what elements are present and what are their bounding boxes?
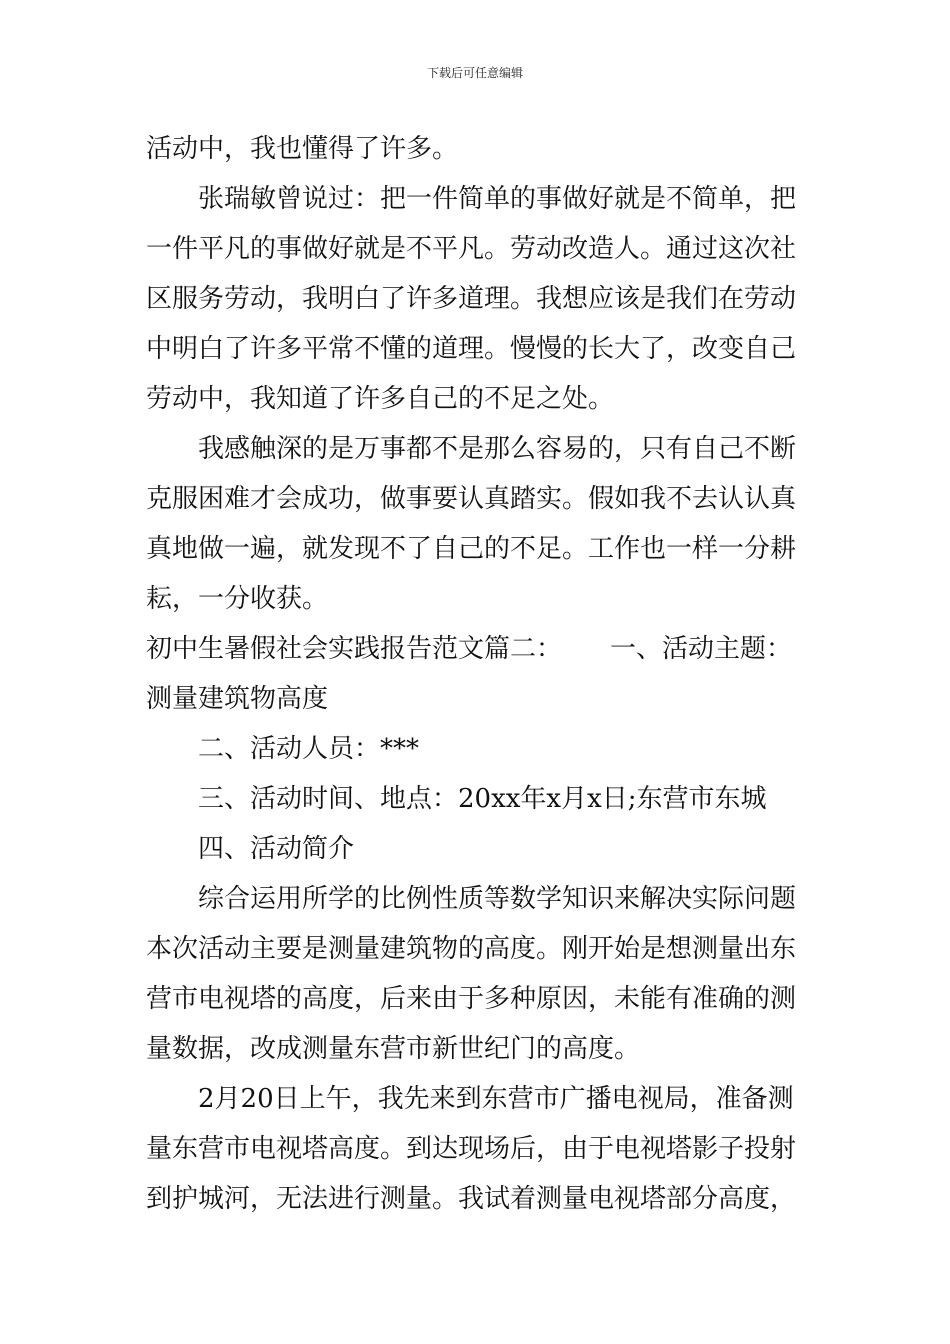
paragraph-start-line: 综合运用所学的比例性质等数学知识来解决实际问题 xyxy=(198,884,797,914)
page-header: 下载后可任意编辑 xyxy=(426,66,523,80)
paragraph-start-line: 张瑞敏曾说过：把一件简单的事做好就是不简单，把 xyxy=(198,184,797,214)
text-line: 克服困难才会成功，做事要认真踏实。假如我不去认认真 xyxy=(146,484,797,514)
text-line: 一件平凡的事做好就是不平凡。劳动改造人。通过这次社 xyxy=(146,234,797,264)
text-line: 耘，一分收获。 xyxy=(146,584,329,614)
activity-intro-heading: 四、活动简介 xyxy=(198,834,355,864)
text-line: 中明白了许多平常不懂的道理。慢慢的长大了，改变自己 xyxy=(146,334,797,364)
text-line: 劳动中，我知道了许多自己的不足之处。 xyxy=(146,384,615,414)
document-body xyxy=(146,124,816,1224)
activity-theme-label: 一、活动主题： xyxy=(610,634,793,664)
activity-theme-value: 测量建筑物高度 xyxy=(146,684,329,714)
text-line: 量数据，改成测量东营市新世纪门的高度。 xyxy=(146,1034,641,1064)
text-line: 活动中，我也懂得了许多。 xyxy=(146,134,459,164)
activity-people: 二、活动人员：*** xyxy=(198,734,420,764)
activity-time-place: 三、活动时间、地点：20xx年x月x日;东营市东城 xyxy=(198,784,767,814)
text-line: 量东营市电视塔高度。到达现场后，由于电视塔影子投射 xyxy=(146,1134,797,1164)
text-line: 营市电视塔的高度，后来由于多种原因，未能有准确的测 xyxy=(146,984,797,1014)
section-title-line xyxy=(146,624,816,674)
text-line: 本次活动主要是测量建筑物的高度。刚开始是想测量出东 xyxy=(146,934,797,964)
text-line: 区服务劳动，我明白了许多道理。我想应该是我们在劳动 xyxy=(146,284,797,314)
text-line: 到护城河，无法进行测量。我试着测量电视塔部分高度， xyxy=(146,1184,797,1214)
text-line: 真地做一遍，就发现不了自己的不足。工作也一样一分耕 xyxy=(146,534,797,564)
section-title: 初中生暑假社会实践报告范文篇二： xyxy=(146,634,563,664)
paragraph-start-line: 2月20日上午，我先来到东营市广播电视局，准备测 xyxy=(198,1084,794,1114)
paragraph-start-line: 我感触深的是万事都不是那么容易的，只有自己不断 xyxy=(198,434,797,464)
